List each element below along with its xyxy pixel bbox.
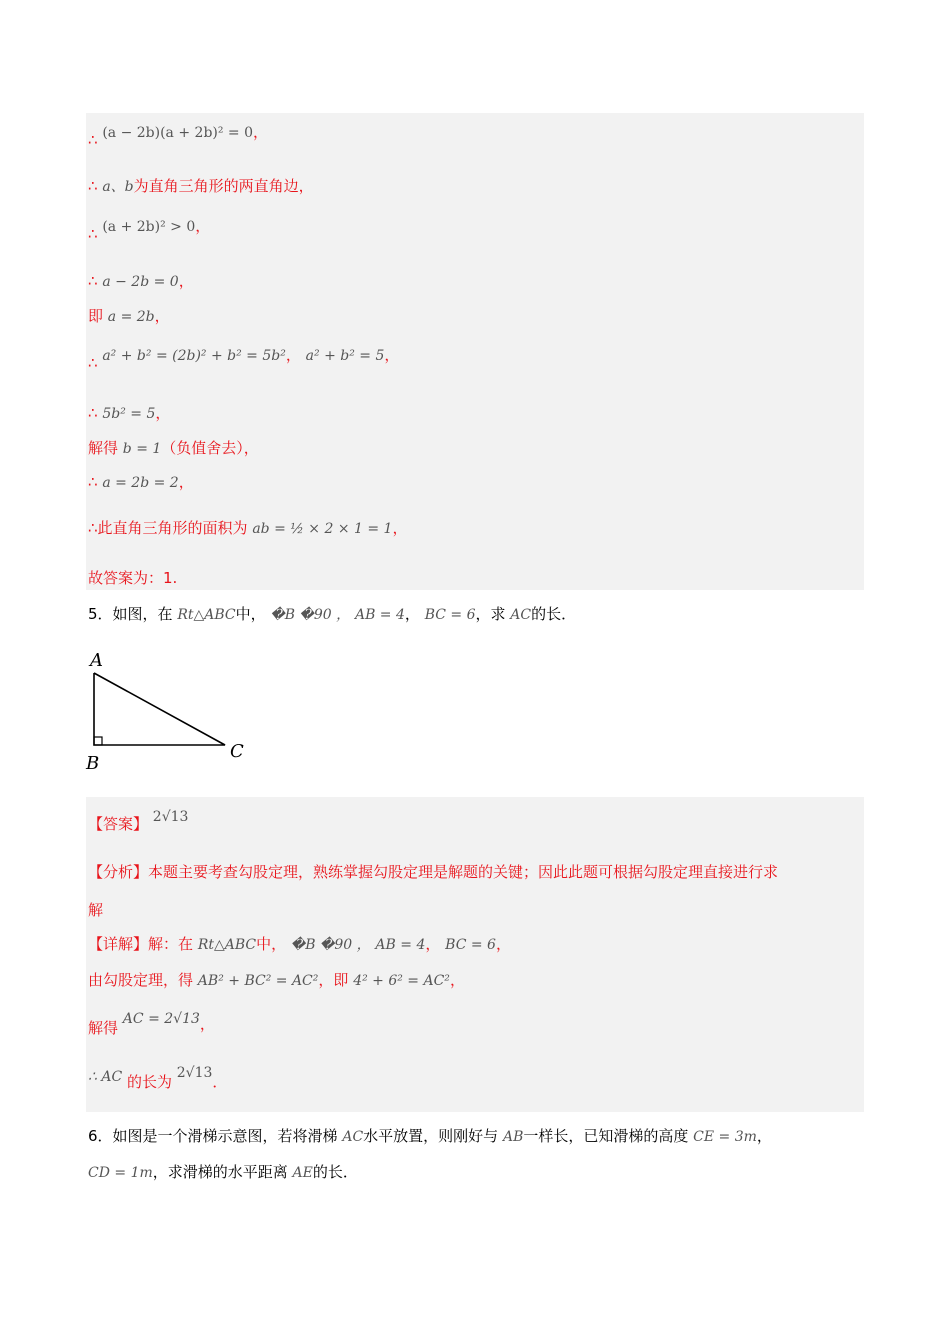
math-expr: 5b² = 5 (102, 406, 156, 422)
question6-line2: CD = 1m，求滑梯的水平距离 AE的长． (88, 1163, 358, 1181)
solution4-line7: ∴ 5b² = 5， (88, 404, 171, 422)
math-expr: a² + b² = 5 (305, 348, 385, 364)
question6-line1: 6．如图是一个滑梯示意图，若将滑梯 AC水平放置，则刚好与 AB一样长，已知滑梯的高度 CE = 3m， (88, 1127, 772, 1145)
math-expr: a = 2b = 2 (102, 475, 179, 491)
math-expr: (a + 2b)² > 0 (102, 219, 196, 235)
question5-text: 5．如图，在 Rt△ABC中， �B �90 ， AB = 4， BC = 6，求 AC的长． (88, 605, 577, 623)
right-angle-mark (94, 737, 102, 745)
solution4-line2: ∴ a、b为直角三角形的两直角边， (88, 177, 314, 195)
math-expr: 2√13 (152, 809, 189, 825)
solution4-line6: ∴ a² + b² = (2b)² + b² = 5b²， a² + b² = 5， (88, 346, 400, 372)
solution4-line11: 故答案为：1. (88, 569, 178, 587)
triangle-figure (80, 645, 260, 775)
solution4-line1: ∴ (a − 2b)(a + 2b)² = 0， (88, 123, 269, 149)
solution4-line4: ∴ a − 2b = 0， (88, 272, 194, 290)
solution4-line9: ∴ a = 2b = 2， (88, 473, 194, 491)
solution4-line8: 解得 b = 1（负值舍去）， (88, 439, 259, 457)
solution4-line10: ∴此直角三角形的面积为 ab = ½ × 2 × 1 = 1， (88, 519, 408, 537)
detail-line3: 解得 AC = 2√13， (88, 1011, 215, 1037)
math-expr: a − 2b = 0 (102, 274, 179, 290)
vertex-label-c: C (230, 741, 244, 762)
solution4-line5: 即 a = 2b， (88, 307, 170, 325)
detail-line2: 由勾股定理，得 AB² + BC² = AC²，即 4² + 6² = AC²， (88, 971, 465, 989)
math-expr: b = 1 (122, 441, 162, 457)
analysis-line1: 【分析】本题主要考查勾股定理，熟练掌握勾股定理是解题的关键；因此此题可根据勾股定理直接进行求 (88, 863, 779, 881)
math-expr: (a − 2b)(a + 2b)² = 0 (102, 125, 254, 141)
vertex-label-b: B (86, 753, 100, 774)
answer-line: 【答案】 2√13 (88, 809, 189, 833)
math-expr: a = 2b (107, 309, 155, 325)
vertex-label-a: A (90, 650, 103, 671)
math-expr: ab = ½ × 2 × 1 = 1 (252, 521, 393, 537)
math-expr: a² + b² = (2b)² + b² = 5b² (102, 348, 286, 364)
math-expr: a、b (102, 179, 134, 195)
detail-line1: 【详解】解：在 Rt△ABC中， �B �90 ， AB = 4， BC = 6， (88, 935, 511, 953)
analysis-line2: 解 (88, 901, 104, 919)
triangle-shape (94, 673, 225, 745)
detail-line4: ∴ AC 的长为 2√13． (88, 1065, 228, 1091)
solution4-line3: ∴ (a + 2b)² > 0， (88, 217, 211, 243)
